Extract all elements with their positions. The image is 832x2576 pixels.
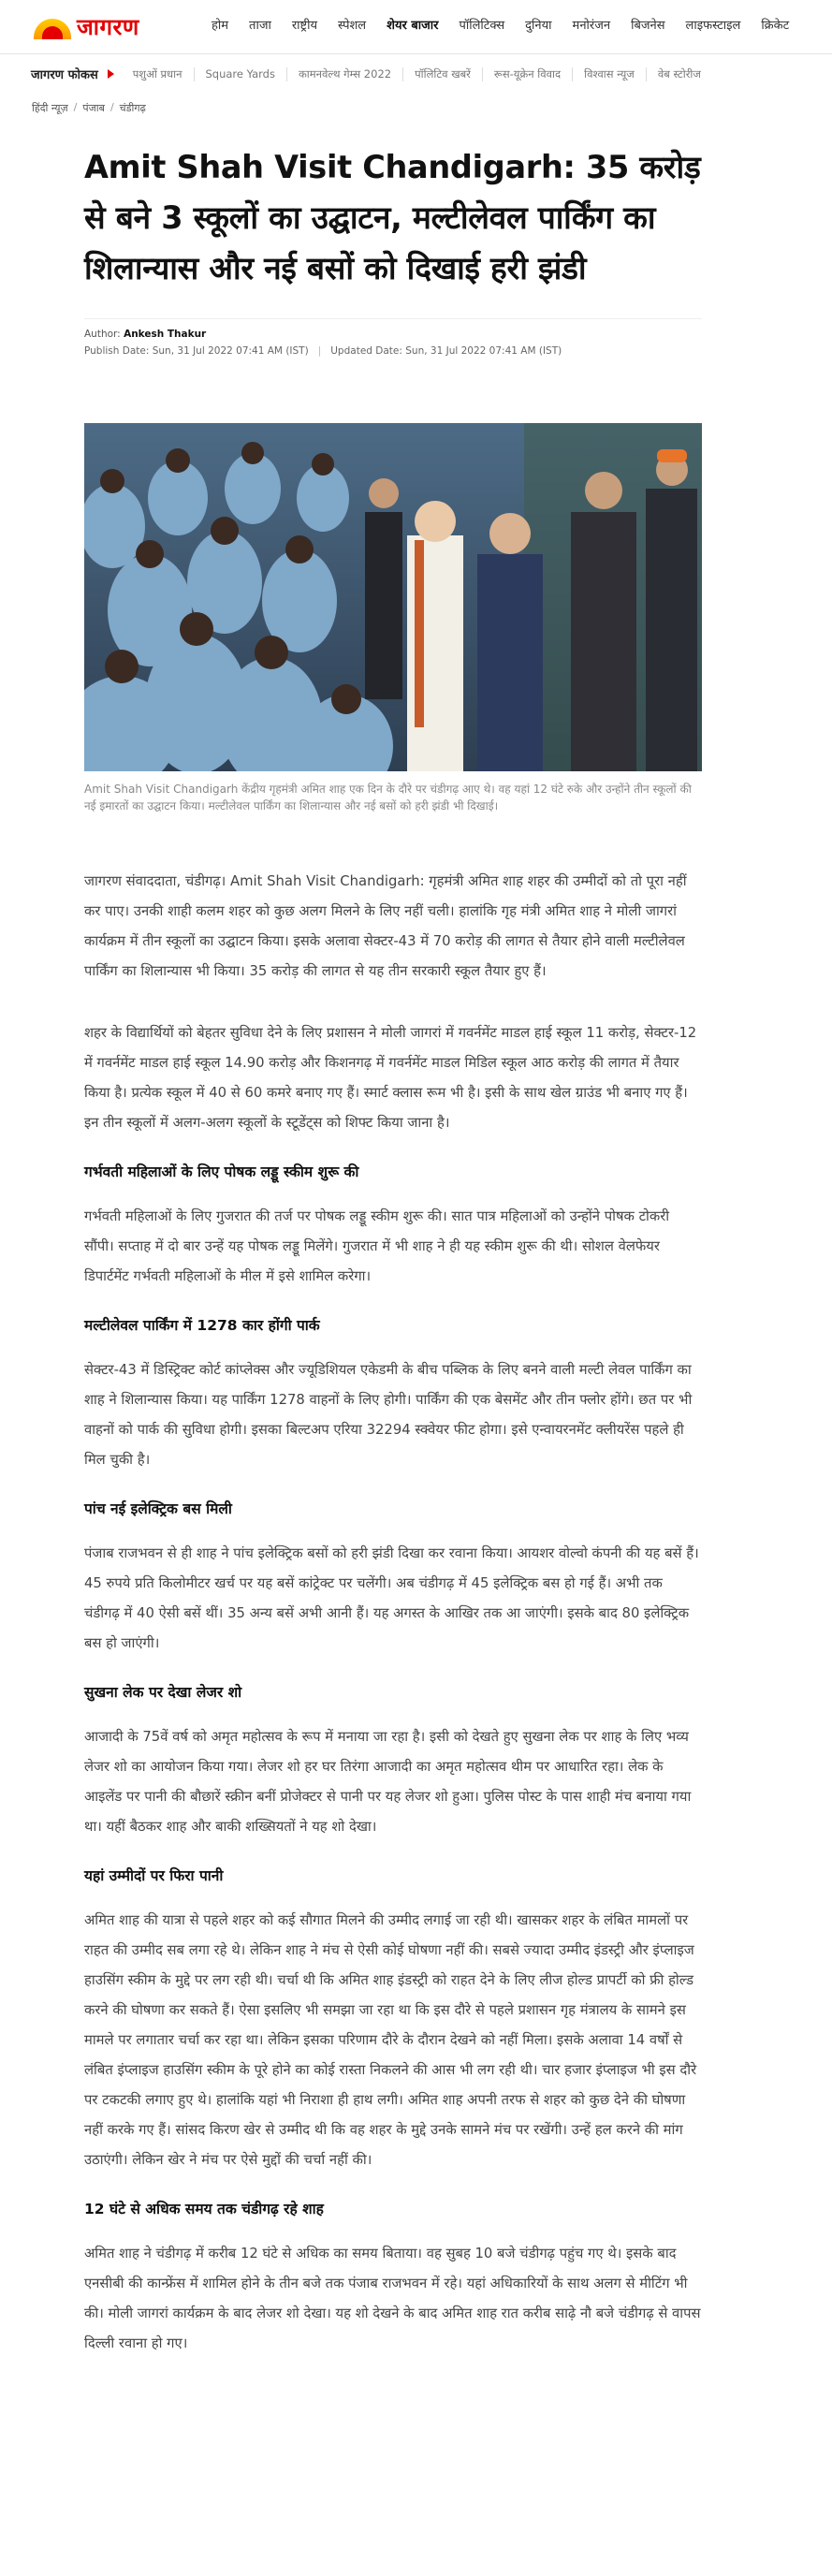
nav-item[interactable]: पॉलिटिक्स bbox=[459, 19, 505, 33]
breadcrumb bbox=[32, 101, 146, 115]
breadcrumb-separator: / bbox=[73, 101, 78, 113]
nav-item[interactable]: होम bbox=[212, 19, 229, 33]
nav-item[interactable]: लाइफस्टाइल bbox=[685, 19, 741, 33]
focus-nav-item[interactable]: पॉलिटिव खबरें bbox=[403, 67, 483, 81]
nav-item[interactable]: बिजनेस bbox=[631, 19, 665, 33]
date-divider: | bbox=[317, 345, 322, 357]
author-line bbox=[84, 329, 702, 340]
nav-item[interactable]: क्रिकेट bbox=[761, 19, 790, 33]
nav-item[interactable]: शेयर बाजार bbox=[387, 19, 439, 33]
focus-nav-item[interactable]: रूस-यूक्रेन विवाद bbox=[483, 67, 573, 81]
section-heading: मल्टीलेवल पार्किंग में 1278 कार होंगी पार्क bbox=[84, 1317, 320, 1334]
nav-item[interactable]: राष्ट्रीय bbox=[291, 19, 318, 33]
breadcrumb-separator: / bbox=[109, 101, 114, 113]
paragraph: आजादी के 75वें वर्ष को अमृत महोत्सव के रूप में मनाया जा रहा है। इसी को देखते हुए सुखना लेक पर शाह के लिए भव्य लेजर शो का आयोजन किया गया। लेजर शो हर घर तिरंगा आजादी का अमृत महोत्सव थीम पर आधारित रहा। लेक के आइलेंड पर पानी की बौछारें स्क्रीन बनीं प्रोजेक्टर से पानी पर यह लेजर शो हुआ। पुलिस पोस्ट के पास शाही मंच बनाया गया था। यहीं बैठकर शाह और बाकी शख्सियतों ने यह शो देखा। bbox=[84, 1729, 692, 1835]
breadcrumb-item[interactable]: चंडीगढ़ bbox=[119, 102, 146, 114]
logo-sun-icon bbox=[34, 19, 71, 39]
breadcrumb-item[interactable]: हिंदी न्यूज़ bbox=[32, 102, 68, 114]
author-name[interactable]: Ankesh Thakur bbox=[124, 329, 207, 340]
paragraph: अमित शाह ने चंडीगढ़ में करीब 12 घंटे से अधिक का समय बिताया। वह सुबह 10 बजे चंडीगढ़ पहुंच गए थे। इसके बाद एनसीबी की कान्फ्रेंस में शामिल होने के तीन बजे तक पंजाब राजभवन में रहे। यहां अधिकारियों के साथ अलग से मीटिंग भी की। मोली जागरां कार्यक्रम के बाद लेजर शो देखा। यह शो देखने के बाद अमित शाह रात करीब साढ़े नौ बजे चंडीगढ़ से वापस दिल्ली रवाना हो गए। bbox=[84, 2246, 701, 2351]
article-meta bbox=[84, 318, 702, 357]
nav-item[interactable]: स्पेशल bbox=[338, 19, 367, 33]
section-heading: यहां उम्मीदों पर फिरा पानी bbox=[84, 1867, 224, 1884]
focus-nav-item[interactable]: कामनवेल्थ गेम्स 2022 bbox=[287, 67, 403, 81]
focus-nav-item[interactable]: वेब स्टोरीज bbox=[657, 66, 701, 80]
breadcrumb-item[interactable]: पंजाब bbox=[82, 102, 105, 114]
focus-nav bbox=[122, 67, 712, 81]
paragraph: अमित शाह की यात्रा से पहले शहर को कई सौगात मिलने की उम्मीद लगाई जा रही थी। खासकर शहर के लंबित मामलों पर राहत की उम्मीद सब लगा रहे थे। लेकिन शाह ने मंच से ऐसी कोई घोषणा नहीं की। सबसे ज्यादा उम्मीद इंडस्ट्री और इंप्लाइज हाउसिंग स्कीम के मुद्दे पर लग रही थी। चर्चा थी कि अमित शाह इंडस्ट्री को राहत देने के लिए लीज होल्ड प्रापर्टी को फ्री होल्ड करने की घोषणा कर सकते हैं। ऐसा इसलिए भी समझा जा रहा था कि इस दौरे से पहले प्रशासन गृह मंत्रालय के सामने इस मामले पर लगातार चर्चा कर रहा था। लेकिन इसका परिणाम दौरे के दौरान देखने को नहीं मिला। इसके अलावा 14 वर्षों से लंबित इंप्लाइज हाउसिंग स्कीम के पूरे होने का कोई रास्ता निकलने की आस भी लग रही थी। चार हजार इंप्लाइज भी इस दौरे पर टकटकी लगाए हुए थे। हालांकि यहां भी निराशा ही हाथ लगी। अमित शाह अपनी तरफ से शहर को कुछ देने की घोषणा नहीं करके गए हैं। सांसद किरण खेर से उम्मीद थी कि वह शहर के मुद्दे उनके सामने मंच पर रखेंगी। उन्हें हल करने की मांग उठाएंगी। लेकिन खेर ने मंच पर ऐसे मुद्दों की चर्चा नहीं की। bbox=[84, 1912, 697, 2168]
section-heading: गर्भवती महिलाओं के लिए पोषक लड्डू स्कीम शुरू की bbox=[84, 1164, 359, 1180]
article-body bbox=[84, 867, 702, 2391]
section-heading: पांच नई इलेक्ट्रिक बस मिली bbox=[84, 1500, 232, 1517]
nav-item[interactable]: ताजा bbox=[249, 19, 271, 33]
focus-nav-item[interactable]: Square Yards bbox=[195, 67, 287, 81]
focus-nav-item[interactable]: पशुओं प्रधान bbox=[122, 67, 195, 81]
nav-item[interactable]: मनोरंजन bbox=[572, 19, 611, 33]
logo-text: जागरण bbox=[77, 13, 139, 40]
paragraph: जागरण संवाददाता, चंडीगढ़। Amit Shah Visit Chandigarh: गृहमंत्री अमित शाह शहर की उम्मीदों को तो पूरा नहीं कर पाए। उनकी शाही कलम शहर को कुछ अलग मिलने के लिए नहीं चली। हालांकि गृह मंत्री अमित शाह ने मोली जागरां कार्यक्रम में तीन स्कूलों का उद्घाटन किया। इसके अलावा सेक्टर-43 में 70 करोड़ की लागत से तैयार होने वाली मल्टीलेवल पार्किंग का शिलान्यास भी किया। 35 करोड़ की लागत से यह तीन सरकारी स्कूल तैयार हुए हैं। bbox=[84, 873, 687, 979]
updated-date: Updated Date: Sun, 31 Jul 2022 07:41 AM (IST) bbox=[330, 345, 562, 357]
author-label: Author: bbox=[84, 329, 121, 340]
top-header bbox=[0, 0, 832, 54]
paragraph: शहर के विद्यार्थियों को बेहतर सुविधा देने के लिए प्रशासन ने मोली जागरां में गवर्नमेंट माडल हाई स्कूल 11 करोड़, सेक्टर-12 में गवर्नमेंट माडल हाई स्कूल 14.90 करोड़ और किशनगढ़ में गवर्नमेंट माडल मिडिल स्कूल आठ करोड़ की लागत में तैयार किया है। प्रत्येक स्कूल में 40 से 60 कमरे बनाए गए हैं। स्मार्ट क्लास रूम भी है। इसी के साथ खेल ग्राउंड भी बनाए गए हैं। इन तीन स्कूलों में अलग-अलग स्कूलों के स्टूडेंट्स को शिफ्ट किया जाना है। bbox=[84, 1025, 697, 1131]
paragraph: पंजाब राजभवन से ही शाह ने पांच इलेक्ट्रिक बसों को हरी झंडी दिखा कर रवाना किया। आयशर वोल्वो कंपनी की यह बसें हैं। 45 रुपये प्रति किलोमीटर खर्च पर यह बसें कांट्रेक्ट पर चलेंगी। अब चंडीगढ़ में 45 इलेक्ट्रिक बस हो गई हैं। अभी तक चंडीगढ़ में 40 ऐसी बसें थीं। 35 अन्य बसें अभी आनी हैं। यह अगस्त के आखिर तक आ जाएंगी। इसके बाद 80 इलेक्ट्रिक बस हो जाएंगी। bbox=[84, 1545, 699, 1651]
article-title: Amit Shah Visit Chandigarh: 35 करोड़ से बने 3 स्कूलों का उद्घाटन, मल्टीलेवल पार्किंग का शिलान्यास और नई बसों को दिखाई हरी झंडी bbox=[84, 149, 701, 286]
lead-image-illustration bbox=[84, 423, 702, 771]
focus-bar bbox=[0, 58, 832, 90]
main-nav bbox=[201, 16, 799, 33]
date-line bbox=[84, 345, 702, 357]
paragraph: सेक्टर-43 में डिस्ट्रिक्ट कोर्ट कांप्लेक्स और ज्यूडिशियल एकेडमी के बीच पब्लिक के लिए बनने वाली मल्टी लेवल पार्किंग का शाह ने शिलान्यास किया। यह पार्किंग 1278 वाहनों के लिए होगी। पार्किंग की एक बेसमेंट और तीन फ्लोर होंगे। छत पर भी वाहनों को पार्क की सुविधा होगी। इसका बिल्टअप एरिया 32294 स्क्वेयर फीट होगा। इसे एन्वायरनमेंट क्लीयरेंस पहले ही मिल चुकी है। bbox=[84, 1362, 693, 1468]
nav-item[interactable]: दुनिया bbox=[525, 19, 552, 33]
arrow-right-icon bbox=[108, 69, 114, 79]
article-header bbox=[84, 142, 702, 357]
publish-date: Publish Date: Sun, 31 Jul 2022 07:41 AM (IST) bbox=[84, 345, 309, 357]
jagran-logo[interactable] bbox=[34, 11, 139, 41]
section-heading: 12 घंटे से अधिक समय तक चंडीगढ़ रहे शाह bbox=[84, 2201, 324, 2217]
section-heading: सुखना लेक पर देखा लेजर शो bbox=[84, 1684, 242, 1701]
image-caption: Amit Shah Visit Chandigarh केंद्रीय गृहमंत्री अमित शाह एक दिन के दौरे पर चंडीगढ़ आए थे। वह यहां 12 घंटे रुके और उन्होंने तीन स्कूलों की नई इमारतों का उद्घाटन किया। मल्टीलेवल पार्किंग का शिलान्यास और नई बसों को हरी झंडी भी दिखाई। bbox=[84, 783, 692, 812]
article-lead-image bbox=[84, 423, 702, 771]
paragraph: गर्भवती महिलाओं के लिए गुजरात की तर्ज पर पोषक लड्डू स्कीम शुरू की। सात पात्र महिलाओं को उन्होंने पोषक टोकरी सौंपी। सप्ताह में दो बार उन्हें यह पोषक लड्डू मिलेंगे। गुजरात में भी शाह ने ही यह स्कीम शुरू की थी। सोशल वेलफेयर डिपार्टमेंट गर्भवती महिलाओं के मील में इसे शामिल करेगा। bbox=[84, 1208, 670, 1284]
focus-nav-item[interactable]: विश्वास न्यूज bbox=[573, 67, 647, 81]
focus-brand[interactable]: जागरण फोकस bbox=[31, 68, 98, 82]
